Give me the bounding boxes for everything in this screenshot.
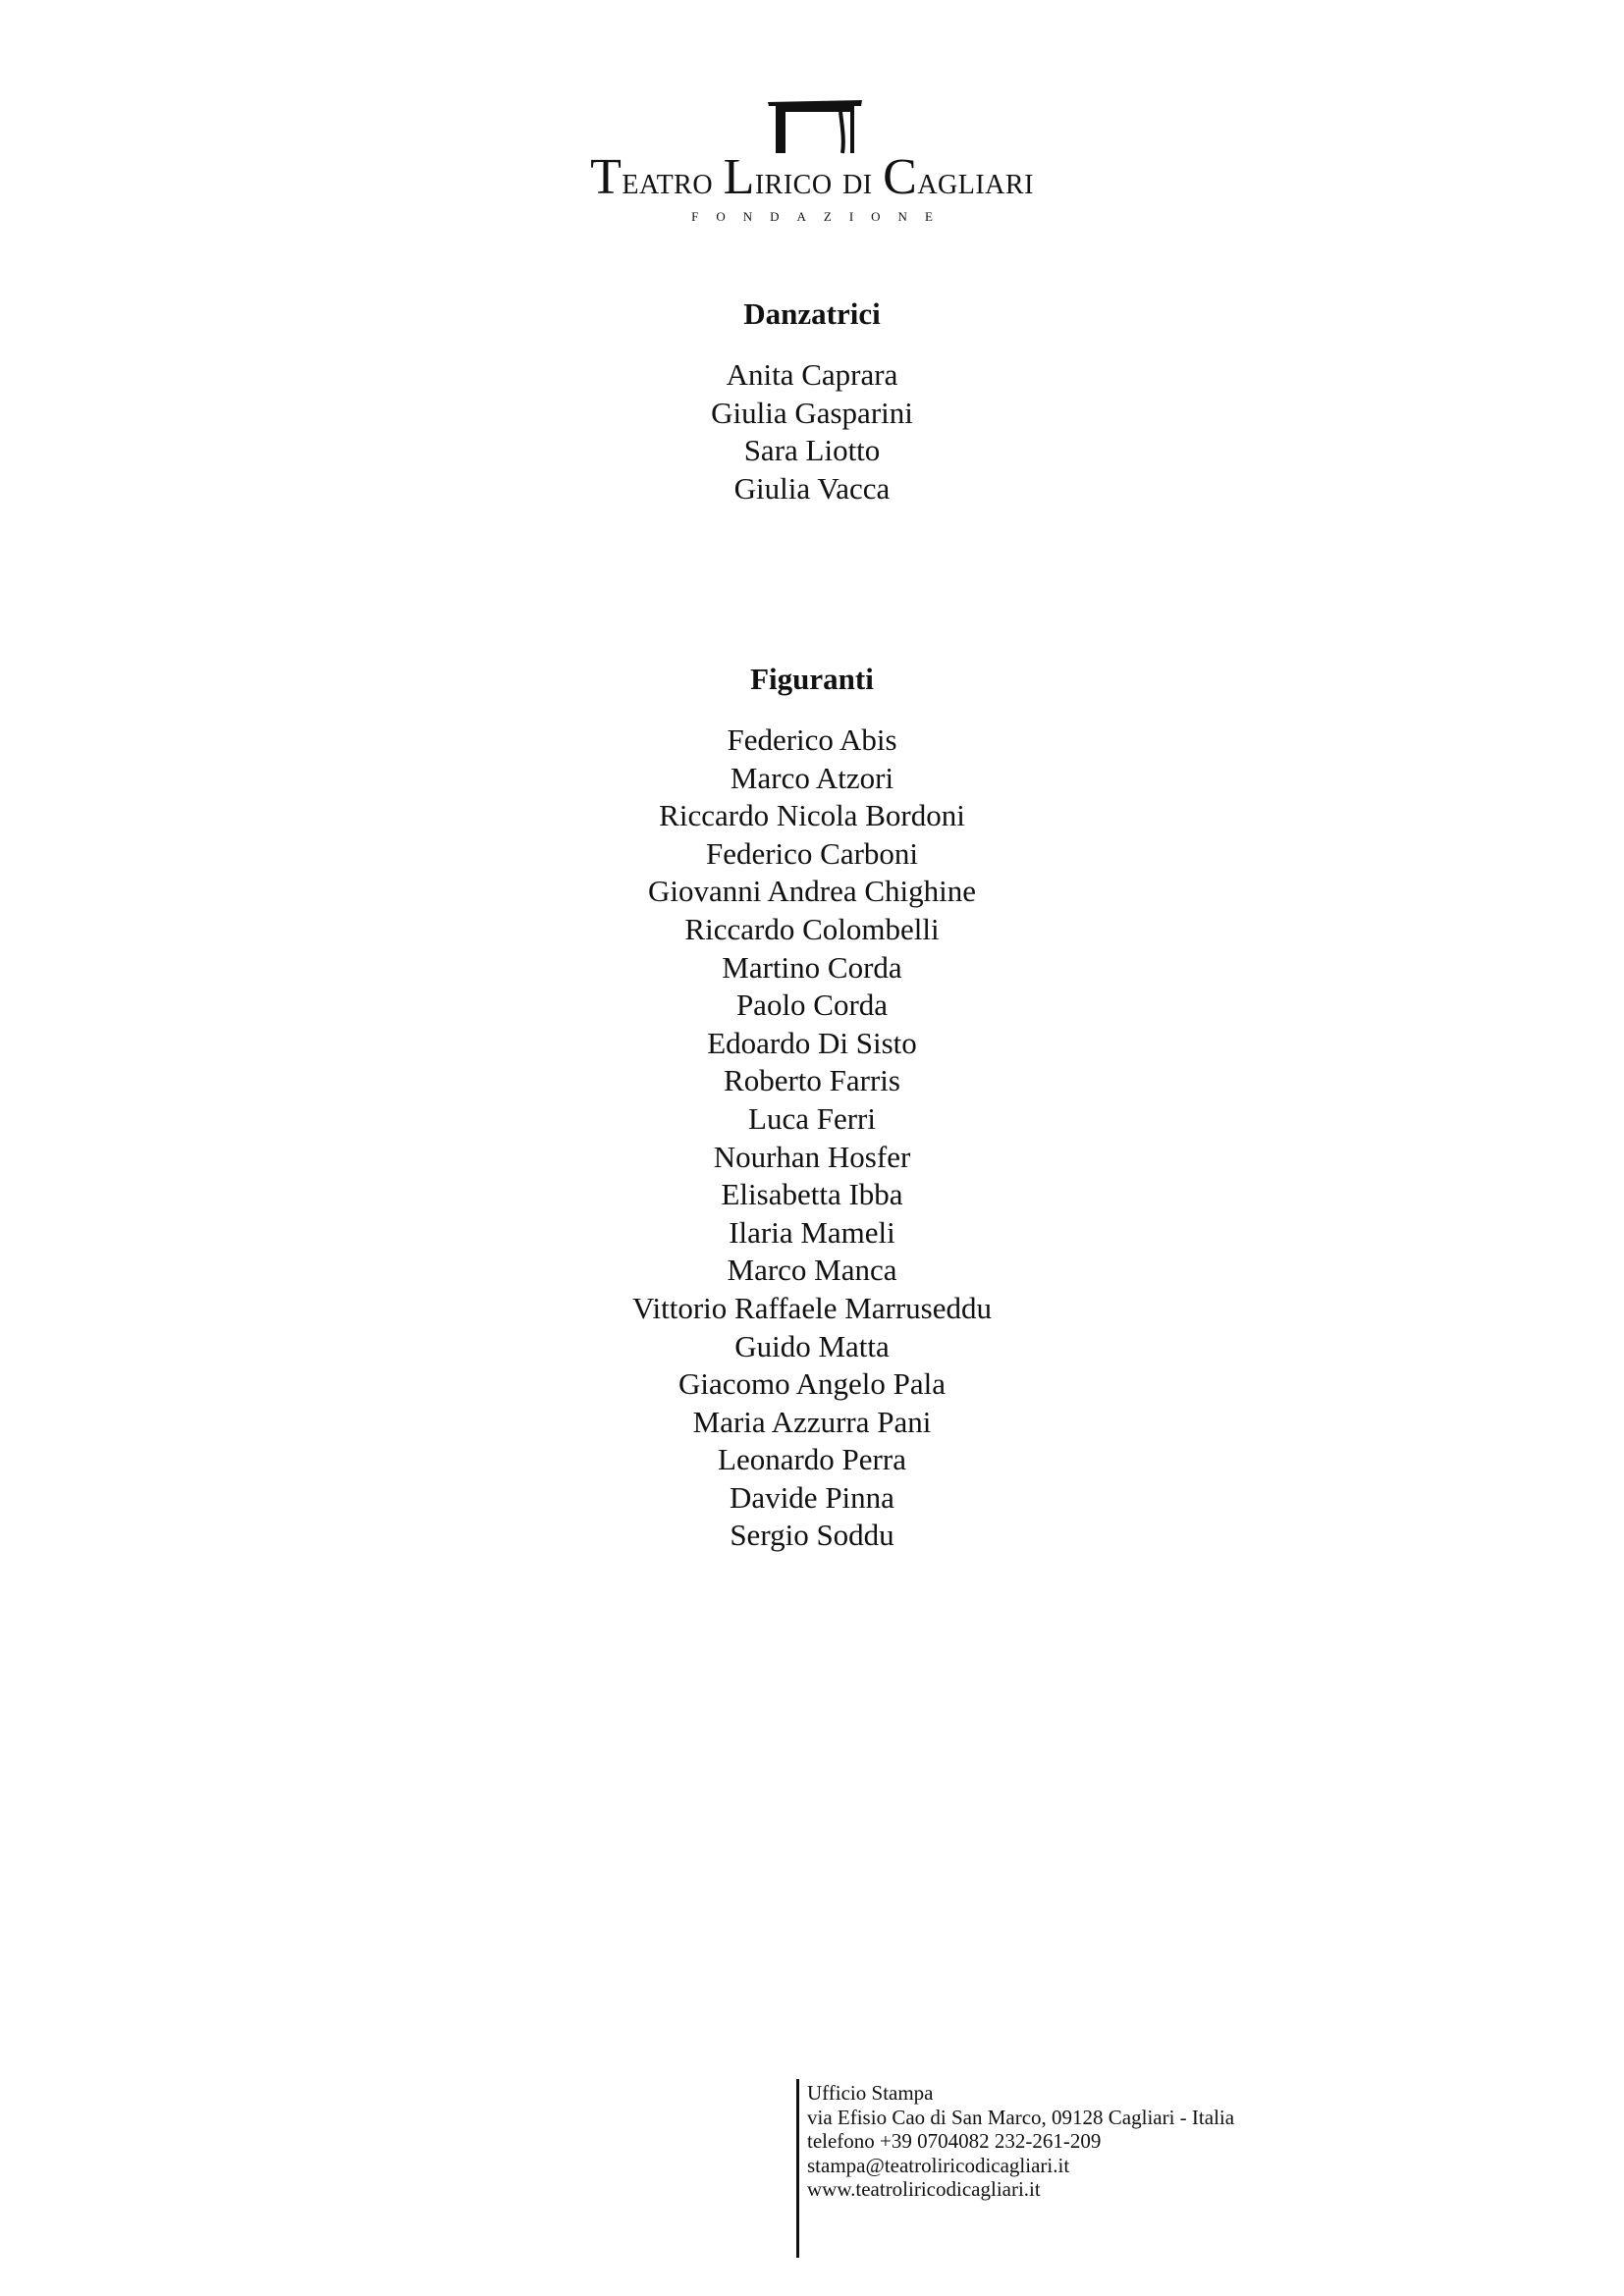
list-item: Marco Manca bbox=[727, 1253, 897, 1288]
list-item: Paolo Corda bbox=[735, 988, 889, 1023]
list-item: Giacomo Angelo Pala bbox=[677, 1366, 947, 1402]
stage-curtain-icon bbox=[766, 98, 864, 155]
office-email: stampa@teatroliricodicagliari.it bbox=[807, 2153, 1070, 2177]
list-item: Roberto Farris bbox=[724, 1063, 900, 1098]
list-item: Maria Azzurra Pani bbox=[692, 1404, 932, 1439]
office-website: www.teatroliricodicagliari.it bbox=[807, 2177, 1041, 2201]
list-item: Riccardo Colombelli bbox=[684, 911, 940, 946]
list-item: Giulia Gasparini bbox=[711, 395, 913, 430]
list-item: Edoardo Di Sisto bbox=[707, 1025, 917, 1060]
list-item: Leonardo Perra bbox=[718, 1442, 906, 1477]
list-item: Ilaria Mameli bbox=[729, 1214, 895, 1250]
list-item: Sergio Soddu bbox=[730, 1518, 894, 1553]
section-danzatrici bbox=[0, 295, 1624, 507]
office-address: via Efisio Cao di San Marco, 09128 Cagliari - Italia bbox=[807, 2105, 1235, 2129]
list-item: Giulia Vacca bbox=[733, 470, 891, 506]
list-item: Federico Carboni bbox=[705, 835, 919, 871]
footer-divider bbox=[796, 2079, 799, 2258]
list-item: Luca Ferri bbox=[748, 1100, 876, 1136]
section-heading: Figuranti bbox=[750, 662, 874, 696]
list-item: Marco Atzori bbox=[730, 760, 894, 795]
list-item: Martino Corda bbox=[722, 949, 902, 985]
list-item: Anita Caprara bbox=[726, 357, 898, 392]
list-item: Vittorio Raffaele Marruseddu bbox=[631, 1290, 992, 1325]
press-office-contact bbox=[807, 2081, 1234, 2202]
office-name: Ufficio Stampa bbox=[807, 2081, 934, 2105]
list-item: Guido Matta bbox=[734, 1328, 890, 1363]
list-item: Riccardo Nicola Bordoni bbox=[659, 798, 965, 833]
list-item: Sara Liotto bbox=[743, 433, 881, 468]
list-item: Nourhan Hosfer bbox=[713, 1139, 911, 1174]
institution-subtitle: FONDAZIONE bbox=[691, 209, 950, 224]
institution-name: Teatro Lirico di Cagliari bbox=[590, 149, 1034, 205]
list-item: Giovanni Andrea Chighine bbox=[647, 874, 977, 909]
section-figuranti bbox=[0, 661, 1624, 1555]
name-list bbox=[0, 356, 1624, 507]
office-phone: telefono +39 0704082 232-261-209 bbox=[807, 2129, 1102, 2153]
list-item: Elisabetta Ibba bbox=[721, 1177, 903, 1212]
name-list bbox=[0, 721, 1624, 1555]
list-item: Davide Pinna bbox=[730, 1479, 894, 1515]
section-heading: Danzatrici bbox=[743, 296, 881, 331]
list-item: Federico Abis bbox=[727, 722, 897, 757]
